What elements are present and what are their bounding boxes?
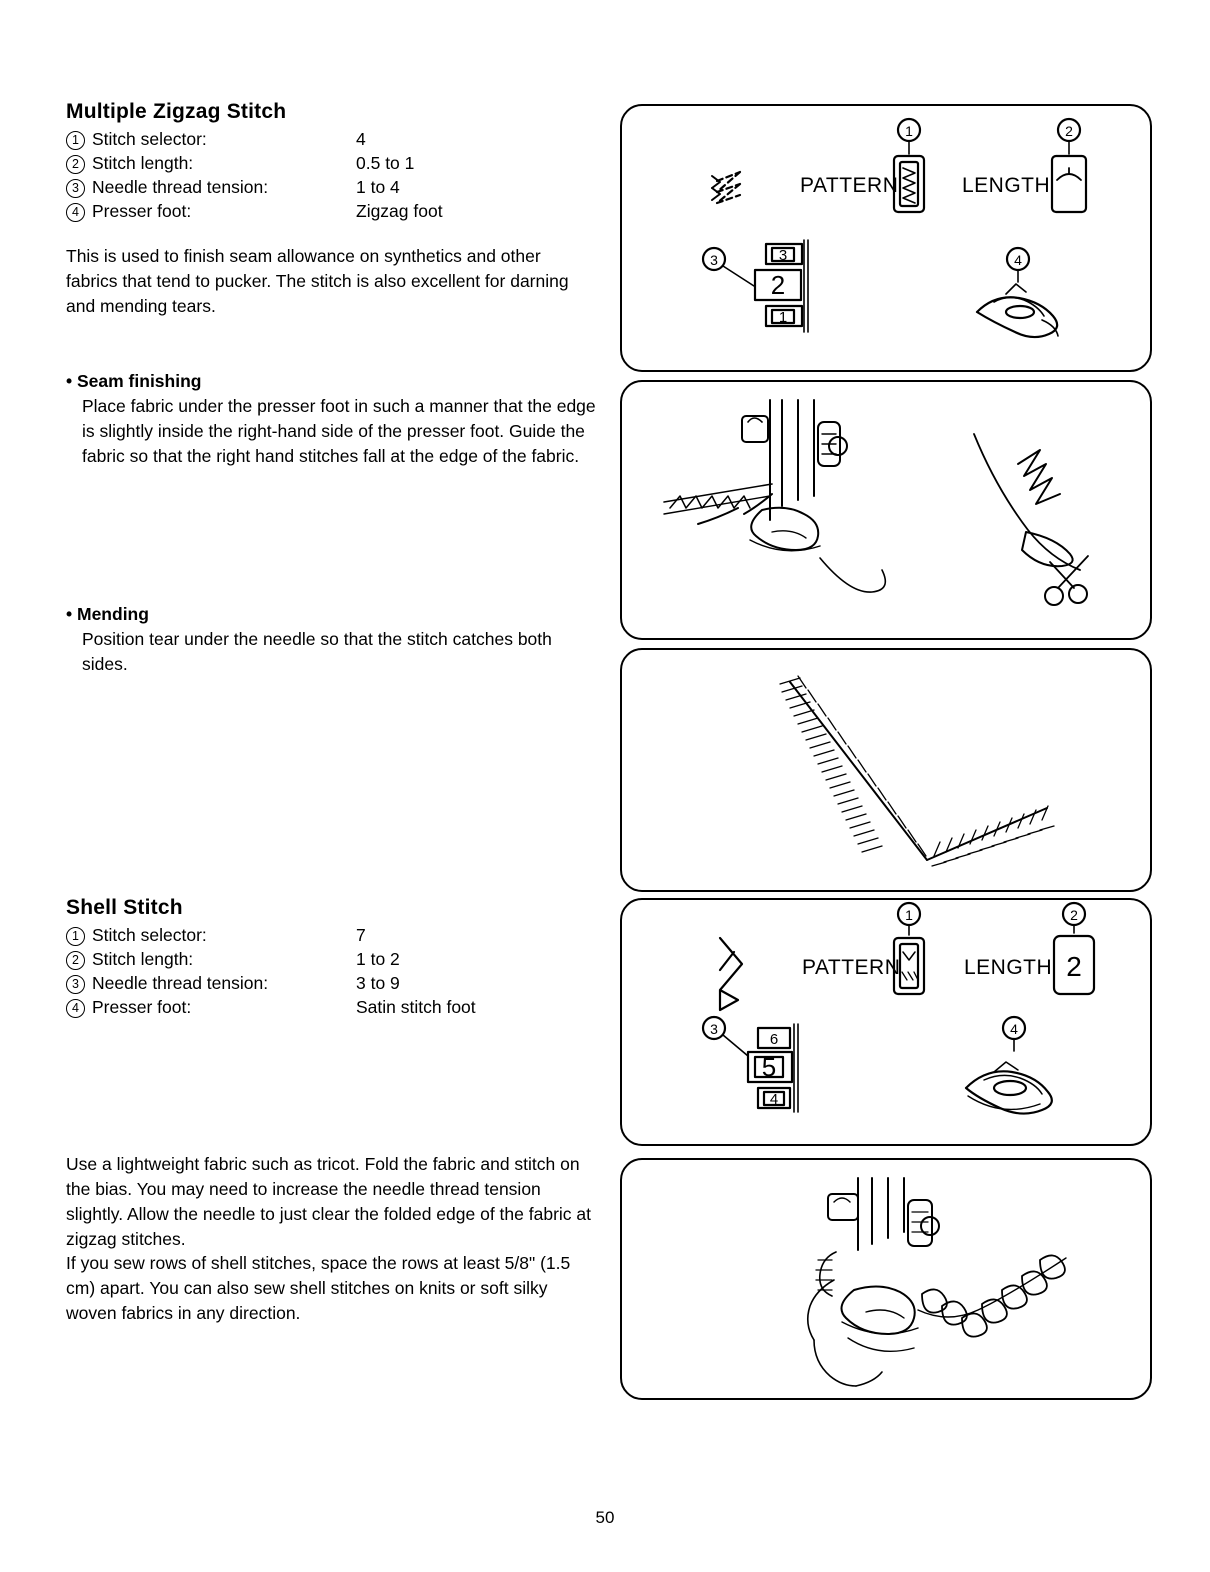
spec-table-shell-stitch: [66, 924, 476, 1020]
spec-label: Stitch selector:: [92, 925, 207, 945]
spec-row: [66, 176, 443, 200]
subsection-body-mending: Position tear under the needle so that the stitch catches both sides.: [82, 629, 552, 675]
spec-label: Stitch length:: [92, 153, 194, 174]
length-value: 2: [1066, 951, 1082, 982]
section-title-shell-stitch: Shell Stitch: [66, 896, 183, 919]
figure-mending: [620, 648, 1152, 892]
spec-number: 3: [66, 176, 92, 200]
spec-row: [66, 948, 476, 972]
subsection-heading-seam-finishing: • Seam finishing: [66, 370, 202, 391]
callout-3: 3: [710, 252, 718, 268]
figure-shell-sewing-svg: [622, 1160, 1150, 1398]
pattern-label: PATTERN: [802, 956, 901, 979]
left-text-column-shell: [66, 896, 596, 1020]
callout-4: 4: [1010, 1021, 1018, 1037]
spec-value: 1 to 2: [356, 949, 400, 970]
spec-row: [66, 152, 443, 176]
tension-dial-top: 3: [778, 247, 788, 264]
spec-row: [66, 128, 443, 152]
callout-2: 2: [1065, 123, 1073, 139]
spec-value: Zigzag foot: [356, 201, 443, 222]
shell-stitch-body: [66, 1152, 596, 1326]
spec-value: 7: [356, 925, 366, 945]
tension-dial-selected: 5: [761, 1052, 777, 1082]
figure-zigzag-settings: [620, 104, 1152, 372]
figure-shell-settings: [620, 898, 1152, 1146]
spec-number: 1: [66, 924, 92, 948]
spec-value: Satin stitch foot: [356, 997, 476, 1018]
tension-dial-selected: 2: [770, 270, 786, 300]
length-label: LENGTH: [964, 956, 1053, 979]
length-label: LENGTH: [962, 174, 1051, 197]
spec-label: Stitch length:: [92, 949, 194, 970]
spec-value: 1 to 4: [356, 177, 400, 198]
shell-paragraph-2: If you sew rows of shell stitches, space the rows at least 5/8" (1.5 cm) apart. You can also sew shell stitches on knits or soft silky woven fabrics in any direction.: [66, 1253, 571, 1324]
figure-mending-svg: [622, 650, 1150, 890]
spec-number: 2: [66, 948, 92, 972]
spec-label: Presser foot:: [92, 997, 192, 1018]
tension-dial-top: 6: [769, 1031, 779, 1048]
figure-seam-finishing-svg: [622, 382, 1150, 638]
spec-value: 4: [356, 129, 366, 149]
left-text-column: [66, 100, 596, 677]
figure-seam-finishing: [620, 380, 1152, 640]
figure-shell-settings-svg: [622, 900, 1150, 1144]
spec-number: 2: [66, 152, 92, 176]
callout-1: 1: [905, 123, 913, 139]
spec-label: Presser foot:: [92, 201, 192, 222]
spec-row: [66, 996, 476, 1020]
spec-number: 4: [66, 200, 92, 224]
spec-table-multiple-zigzag: [66, 128, 443, 224]
spec-row: [66, 924, 476, 948]
intro-paragraph-multiple-zigzag: This is used to finish seam allowance on synthetics and other fabrics that tend to pucker. The stitch is also excellent for darning and mending tears.: [66, 246, 569, 317]
tension-dial-bottom: 4: [769, 1091, 779, 1108]
shell-paragraph-1: Use a lightweight fabric such as tricot. Fold the fabric and stitch on the bias. You may need to increase the needle thread tension slightly. Allow the needle to just clear the folded edge of the fabric at zigzag stitches.: [66, 1154, 591, 1249]
callout-2: 2: [1070, 907, 1078, 923]
figure-zigzag-settings-svg: [622, 106, 1150, 370]
subsection-body-seam-finishing: Place fabric under the presser foot in such a manner that the edge is slightly inside the right-hand side of the presser foot. Guide the fabric so that the right hand stitches fall at the edge of the fabric.: [82, 395, 596, 466]
pattern-label: PATTERN: [800, 174, 899, 197]
callout-4: 4: [1014, 252, 1022, 268]
spec-label: Needle thread tension:: [92, 177, 269, 198]
spec-label: Stitch selector:: [92, 129, 207, 149]
subsection-heading-text: Mending: [77, 604, 149, 625]
section-title-multiple-zigzag: Multiple Zigzag Stitch: [66, 100, 287, 123]
spec-value: 3 to 9: [356, 973, 400, 994]
spec-value: 0.5 to 1: [356, 153, 415, 174]
figure-shell-sewing: [620, 1158, 1152, 1400]
subsection-heading-mending: • Mending: [66, 604, 149, 625]
callout-1: 1: [905, 907, 913, 923]
callout-3: 3: [710, 1021, 718, 1037]
tension-dial-bottom: 1: [778, 309, 788, 326]
spec-row: [66, 972, 476, 996]
spec-number: 1: [66, 128, 92, 152]
spec-row: [66, 200, 443, 224]
spec-number: 4: [66, 996, 92, 1020]
spec-number: 3: [66, 972, 92, 996]
spec-label: Needle thread tension:: [92, 973, 269, 994]
subsection-heading-text: Seam finishing: [77, 370, 202, 391]
page-number: 50: [595, 1508, 615, 1527]
